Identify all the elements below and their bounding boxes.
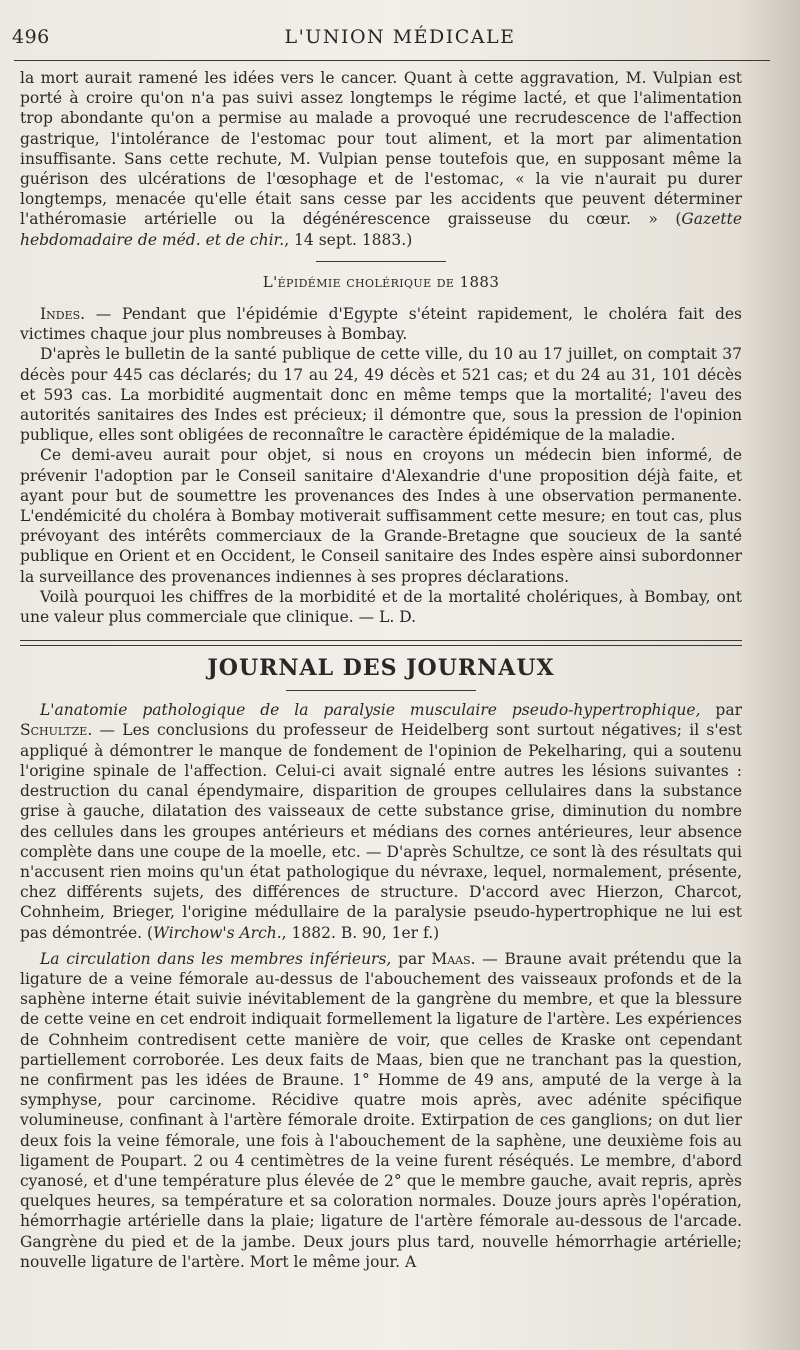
section-paragraph: D'après le bulletin de la santé publique de cette ville, du 10 au 17 juillet, on comptait 37 décès pour 445 cas déclarés; du 17 au 24, 49 décès et 521 cas; et du 24 au 31, 101 décès et 593 cas. La morbidité augmentait donc en même temps que la mortalité; l'aveu des autorités sanitaires des Indes est précieux; il démontre que, sous la pression de l'opinion publique, elles sont obligées de reconnaître le caractère épidémique de la maladie.: [20, 345, 742, 445]
review-author: Schultze.: [20, 721, 93, 740]
review-item: [20, 949, 742, 1272]
citation-tail: , 1882. B. 90, 1er f.): [281, 923, 440, 942]
review-title: La circulation dans les membres inférieurs,: [40, 949, 392, 968]
journal-section-heading: JOURNAL DES JOURNAUX: [207, 655, 555, 682]
continued-paragraph: [20, 68, 742, 250]
review-title: L'anatomie pathologique de la paralysie musculaire pseudo-hypertrophique,: [40, 701, 701, 720]
review-by: par: [700, 701, 743, 720]
review-author: Maas.: [431, 949, 476, 968]
page-body: [20, 68, 742, 1272]
citation-tail: , 14 sept. 1883.): [284, 230, 413, 249]
paragraph-text: — Pendant que l'épidémie d'Egypte s'éteint rapidement, le choléra fait des victimes chaque jour plus nombreuses à Bombay.: [20, 305, 742, 344]
lead-in: Indes.: [40, 305, 86, 324]
review-by: par: [391, 949, 432, 968]
section-paragraph: [20, 304, 742, 344]
review-text: — Braune avait prétendu que la ligature de a veine fémorale au-dessus de l'abouchement des vaisseaux profonds et de la saphène interne était suivie inévitablement de la gangrène du membre, et que la blessure de cette veine en cet endroit indiquait formellement la ligature de l'artère. Les expériences de Cohnheim contredisent cette manière de voir, que celles de Kraske ont cependant partiellement corroborée. Les deux faits de Maas, bien que ne tranchant pas la question, ne confirment pas les idées de Braune. 1° Homme de 49 ans, amputé de la verge à la symphyse, pour carcinome. Récidive quatre mois après, avec adénite spécifique volumineuse, confinant à l'artère fémorale droite. Extirpation de ces ganglions; on dut lier deux fois la veine fémorale, une fois à l'abouchement de la saphène, une deuxième fois au ligament de Poupart. 2 ou 4 centimètres de la veine furent réséqués. Le membre, d'abord cyanosé, et d'une température plus élevée de 2° que le membre gauche, avait repris, après quelques heures, sa température et sa coloration normales. Douze jours après l'opération, hémorrhagie artérielle dans la plaie; ligature de l'artère fémorale au-dessous de l'arcade. Gangrène du pied et de la jambe. Deux jours plus tard, nouvelle hémorrhagie artérielle; nouvelle ligature de l'artère. Mort le même jour. A: [20, 949, 742, 1271]
heading-underline: [286, 690, 476, 691]
section-paragraph: Ce demi-aveu aurait pour objet, si nous en croyons un médecin bien informé, de prévenir l'adoption par le Conseil sanitaire d'Alexandrie d'une proposition déjà faite, et ayant pour but de soumettre les provenances des Indes à une observation permanente. L'endémicité du choléra à Bombay motiverait suffisamment cette mesure; en tout cas, plus prévoyant des intérêts commerciaux de la Grande-Bretagne que soucieux de la santé publique en Orient et en Occident, le Conseil sanitaire des Indes espère ainsi subordonner la surveillance des provenances indiennes à ses propres déclarations.: [20, 446, 742, 586]
running-head: [0, 24, 800, 54]
double-rule: [20, 640, 742, 646]
citation: Gazette hebdomadaire de méd. et de chir.: [20, 210, 742, 249]
review-text: — Les conclusions du professeur de Heidelberg sont surtout négatives; il s'est appliqué à démontrer le manque de fondement de l'opinion de Pekelharing, qui a soutenu l'origine spinale de l'affection. Celui-ci avait signalé entre autres les lésions suivantes : destruction du canal épendymaire, disparition de groupes cellulaires dans la substance grise à gauche, dilatation des vaisseaux de cette substance grise, diminution du nombre des cellules dans les groupes antérieurs et médians des cornes antérieures, leur absence complète dans une coupe de la moelle, etc. — D'après Schultze, ce sont là des résultats qui n'accusent rien moins qu'un état pathologique du névraxe, lequel, normalement, présente, chez différents sujets, des différences de structure. D'accord avec Hierzon, Charcot, Cohnheim, Brieger, l'origine médullaire de la paralysie pseudo-hypertrophique ne lui est pas démontrée. (: [20, 721, 742, 942]
paragraph-text: la mort aurait ramené les idées vers le cancer. Quant à cette aggravation, M. Vulpian est porté à croire qu'on n'a pas suivi assez longtemps le régime lacté, et que l'alimentation trop abondante qu'on a permise au malade a provoqué une recrudescence de l'affection gastrique, l'intolérance de l'estomac pour tout aliment, et la mort par alimentation insuffisante. Sans cette rechute, M. Vulpian pense toutefois que, en supposant même la guérison des ulcérations de l'œsophage et de l'estomac, « la vie n'aurait pu durer longtemps, menacée qu'elle était sans cesse par les accidents que peuvent déterminer l'athéromasie artérielle ou la dégénérescence graisseuse du cœur. » (: [20, 69, 742, 229]
section-paragraph: Voilà pourquoi les chiffres de la morbidité et de la mortalité cholériques, à Bombay, ont une valeur plus commerciale que clinique. — L. D.: [20, 587, 742, 627]
citation: Wirchow's Arch.: [153, 923, 282, 942]
section-heading: L'épidémie cholérique de 1883: [262, 272, 500, 291]
page-number: 496: [12, 26, 50, 48]
header-rule: [14, 60, 770, 61]
review-item: [20, 700, 742, 942]
section-divider: [316, 261, 446, 262]
journal-title: L'UNION MÉDICALE: [284, 26, 516, 48]
